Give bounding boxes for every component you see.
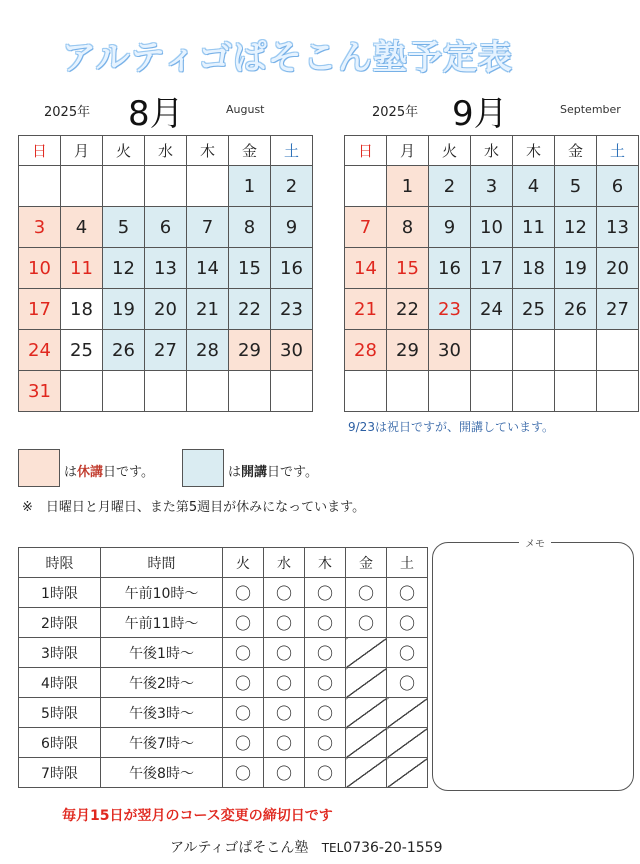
august-week-row <box>19 166 313 207</box>
september-week-row <box>345 330 639 371</box>
day-cell: 15 <box>387 248 429 289</box>
day-cell: 18 <box>513 248 555 289</box>
day-cell <box>103 371 145 412</box>
day-cell: 30 <box>429 330 471 371</box>
september-month-en: September <box>560 103 621 116</box>
no-class-cell <box>346 668 387 698</box>
day-cell: 7 <box>345 207 387 248</box>
day-cell <box>345 371 387 412</box>
day-cell: 18 <box>61 289 103 330</box>
august-week-row <box>19 248 313 289</box>
schedule-header-6: 土 <box>387 548 428 578</box>
day-cell <box>513 330 555 371</box>
no-class-cell <box>346 638 387 668</box>
day-cell: 27 <box>145 330 187 371</box>
september-week-row <box>345 371 639 412</box>
day-cell: 12 <box>555 207 597 248</box>
day-cell: 5 <box>103 207 145 248</box>
day-cell: 1 <box>229 166 271 207</box>
day-cell <box>513 371 555 412</box>
day-cell <box>345 166 387 207</box>
footer <box>170 837 442 857</box>
august-week-row <box>19 330 313 371</box>
class-available-cell: 〇 <box>223 638 264 668</box>
memo-box <box>432 539 634 791</box>
class-available-cell: 〇 <box>305 728 346 758</box>
day-cell <box>597 330 639 371</box>
holiday-note: 9/23は祝日ですが、開講しています。 <box>348 420 554 434</box>
day-cell: 17 <box>19 289 61 330</box>
class-available-cell: 〇 <box>264 728 305 758</box>
september-calendar <box>344 135 639 412</box>
day-cell: 28 <box>345 330 387 371</box>
time-cell: 午後2時～ <box>101 668 223 698</box>
day-cell: 1 <box>387 166 429 207</box>
september-week-row <box>345 166 639 207</box>
class-available-cell: 〇 <box>346 578 387 608</box>
day-cell: 20 <box>597 248 639 289</box>
class-available-cell: 〇 <box>264 758 305 788</box>
day-cell: 19 <box>103 289 145 330</box>
september-weekday-3: 水 <box>471 136 513 166</box>
day-cell: 28 <box>187 330 229 371</box>
class-available-cell: 〇 <box>305 668 346 698</box>
day-cell <box>61 371 103 412</box>
day-cell <box>597 371 639 412</box>
day-cell: 19 <box>555 248 597 289</box>
day-cell: 23 <box>429 289 471 330</box>
day-cell <box>271 371 313 412</box>
day-cell <box>187 371 229 412</box>
no-class-cell <box>346 728 387 758</box>
class-available-cell: 〇 <box>264 608 305 638</box>
day-cell: 9 <box>271 207 313 248</box>
day-cell: 6 <box>145 207 187 248</box>
august-weekday-2: 火 <box>103 136 145 166</box>
schedule-header-3: 水 <box>264 548 305 578</box>
schedule-header-2: 火 <box>223 548 264 578</box>
day-cell: 31 <box>19 371 61 412</box>
schedule-header-5: 金 <box>346 548 387 578</box>
class-available-cell: 〇 <box>264 578 305 608</box>
september-weekday-5: 金 <box>555 136 597 166</box>
day-cell <box>145 371 187 412</box>
day-cell <box>429 371 471 412</box>
schedule-row <box>19 638 428 668</box>
day-cell: 27 <box>597 289 639 330</box>
september-week-row <box>345 289 639 330</box>
day-cell: 2 <box>271 166 313 207</box>
august-week-row <box>19 371 313 412</box>
september-weekday-2: 火 <box>429 136 471 166</box>
deadline-note: 毎月15日が翌月のコース変更の締切日です <box>62 808 333 824</box>
memo-label: メモ <box>519 535 551 550</box>
class-available-cell: 〇 <box>305 698 346 728</box>
september-month: 9月 <box>452 94 508 134</box>
open-legend-text: は開講日です。 <box>228 465 318 480</box>
class-available-cell: 〇 <box>264 668 305 698</box>
day-cell <box>555 330 597 371</box>
day-cell: 25 <box>513 289 555 330</box>
september-weekday-1: 月 <box>387 136 429 166</box>
day-cell: 24 <box>471 289 513 330</box>
day-cell: 11 <box>513 207 555 248</box>
august-weekday-5: 金 <box>229 136 271 166</box>
class-available-cell: 〇 <box>264 638 305 668</box>
august-week-row <box>19 207 313 248</box>
day-cell: 22 <box>229 289 271 330</box>
period-cell: 7時限 <box>19 758 101 788</box>
closure-note: ※ 日曜日と月曜日、また第5週目が休みになっています。 <box>22 500 366 515</box>
day-cell: 8 <box>387 207 429 248</box>
schedule-row <box>19 698 428 728</box>
class-available-cell: 〇 <box>223 758 264 788</box>
august-year: 2025年 <box>44 105 91 120</box>
day-cell: 3 <box>19 207 61 248</box>
day-cell: 15 <box>229 248 271 289</box>
day-cell <box>187 166 229 207</box>
day-cell: 21 <box>345 289 387 330</box>
open-legend-swatch <box>182 449 224 487</box>
footer-name: アルティゴぱそこん塾 <box>170 840 309 856</box>
day-cell: 7 <box>187 207 229 248</box>
september-weekday-0: 日 <box>345 136 387 166</box>
time-cell: 午後3時～ <box>101 698 223 728</box>
day-cell <box>387 371 429 412</box>
closed-legend-text: は休講日です。 <box>64 465 154 480</box>
time-cell: 午前11時～ <box>101 608 223 638</box>
schedule-row <box>19 578 428 608</box>
day-cell: 10 <box>471 207 513 248</box>
day-cell: 24 <box>19 330 61 371</box>
schedule-header-4: 木 <box>305 548 346 578</box>
class-available-cell: 〇 <box>223 728 264 758</box>
footer-tel: 0736-20-1559 <box>343 840 443 856</box>
day-cell: 29 <box>229 330 271 371</box>
august-weekday-6: 土 <box>271 136 313 166</box>
time-cell: 午後8時～ <box>101 758 223 788</box>
august-week-row <box>19 289 313 330</box>
closed-legend-swatch <box>18 449 60 487</box>
day-cell: 13 <box>597 207 639 248</box>
august-calendar <box>18 135 313 412</box>
day-cell: 14 <box>345 248 387 289</box>
august-month: 8月 <box>128 94 184 134</box>
class-available-cell: 〇 <box>305 608 346 638</box>
day-cell: 4 <box>513 166 555 207</box>
september-week-row <box>345 207 639 248</box>
day-cell: 4 <box>61 207 103 248</box>
day-cell: 30 <box>271 330 313 371</box>
class-available-cell: 〇 <box>305 638 346 668</box>
day-cell: 13 <box>145 248 187 289</box>
day-cell: 6 <box>597 166 639 207</box>
day-cell <box>471 371 513 412</box>
day-cell <box>19 166 61 207</box>
no-class-cell <box>387 698 428 728</box>
day-cell: 25 <box>61 330 103 371</box>
no-class-cell <box>387 758 428 788</box>
september-year: 2025年 <box>372 105 419 120</box>
september-week-row <box>345 248 639 289</box>
class-available-cell: 〇 <box>223 668 264 698</box>
day-cell <box>61 166 103 207</box>
day-cell: 3 <box>471 166 513 207</box>
day-cell: 12 <box>103 248 145 289</box>
day-cell: 16 <box>429 248 471 289</box>
class-available-cell: 〇 <box>387 578 428 608</box>
august-month-en: August <box>226 103 265 116</box>
class-available-cell: 〇 <box>223 578 264 608</box>
day-cell: 17 <box>471 248 513 289</box>
class-available-cell: 〇 <box>305 578 346 608</box>
day-cell <box>555 371 597 412</box>
class-available-cell: 〇 <box>387 638 428 668</box>
period-cell: 2時限 <box>19 608 101 638</box>
august-weekday-4: 木 <box>187 136 229 166</box>
class-available-cell: 〇 <box>264 698 305 728</box>
august-weekday-3: 水 <box>145 136 187 166</box>
class-available-cell: 〇 <box>305 758 346 788</box>
day-cell: 14 <box>187 248 229 289</box>
class-available-cell: 〇 <box>223 698 264 728</box>
period-cell: 6時限 <box>19 728 101 758</box>
class-available-cell: 〇 <box>387 668 428 698</box>
day-cell: 26 <box>555 289 597 330</box>
day-cell: 20 <box>145 289 187 330</box>
day-cell: 23 <box>271 289 313 330</box>
footer-tel-label: TEL <box>321 841 344 855</box>
class-available-cell: 〇 <box>387 608 428 638</box>
september-weekday-6: 土 <box>597 136 639 166</box>
schedule-header-1: 時間 <box>101 548 223 578</box>
day-cell <box>229 371 271 412</box>
day-cell <box>103 166 145 207</box>
open-key: 開講 <box>241 465 268 480</box>
day-cell: 11 <box>61 248 103 289</box>
day-cell: 21 <box>187 289 229 330</box>
day-cell: 22 <box>387 289 429 330</box>
day-cell: 8 <box>229 207 271 248</box>
day-cell <box>145 166 187 207</box>
class-available-cell: 〇 <box>346 608 387 638</box>
period-cell: 4時限 <box>19 668 101 698</box>
schedule-row <box>19 728 428 758</box>
class-schedule-table <box>18 547 428 788</box>
period-cell: 5時限 <box>19 698 101 728</box>
schedule-row <box>19 758 428 788</box>
time-cell: 午後1時～ <box>101 638 223 668</box>
no-class-cell <box>346 758 387 788</box>
schedule-row <box>19 608 428 638</box>
schedule-header-0: 時限 <box>19 548 101 578</box>
closed-key: 休講 <box>77 465 104 480</box>
time-cell: 午後7時～ <box>101 728 223 758</box>
day-cell <box>471 330 513 371</box>
period-cell: 3時限 <box>19 638 101 668</box>
time-cell: 午前10時～ <box>101 578 223 608</box>
august-weekday-0: 日 <box>19 136 61 166</box>
no-class-cell <box>346 698 387 728</box>
day-cell: 29 <box>387 330 429 371</box>
day-cell: 2 <box>429 166 471 207</box>
schedule-row <box>19 668 428 698</box>
day-cell: 5 <box>555 166 597 207</box>
no-class-cell <box>387 728 428 758</box>
day-cell: 16 <box>271 248 313 289</box>
day-cell: 9 <box>429 207 471 248</box>
period-cell: 1時限 <box>19 578 101 608</box>
august-weekday-1: 月 <box>61 136 103 166</box>
september-weekday-4: 木 <box>513 136 555 166</box>
day-cell: 10 <box>19 248 61 289</box>
class-available-cell: 〇 <box>223 608 264 638</box>
day-cell: 26 <box>103 330 145 371</box>
page-title: アルティゴぱそこん塾予定表 <box>62 38 513 78</box>
